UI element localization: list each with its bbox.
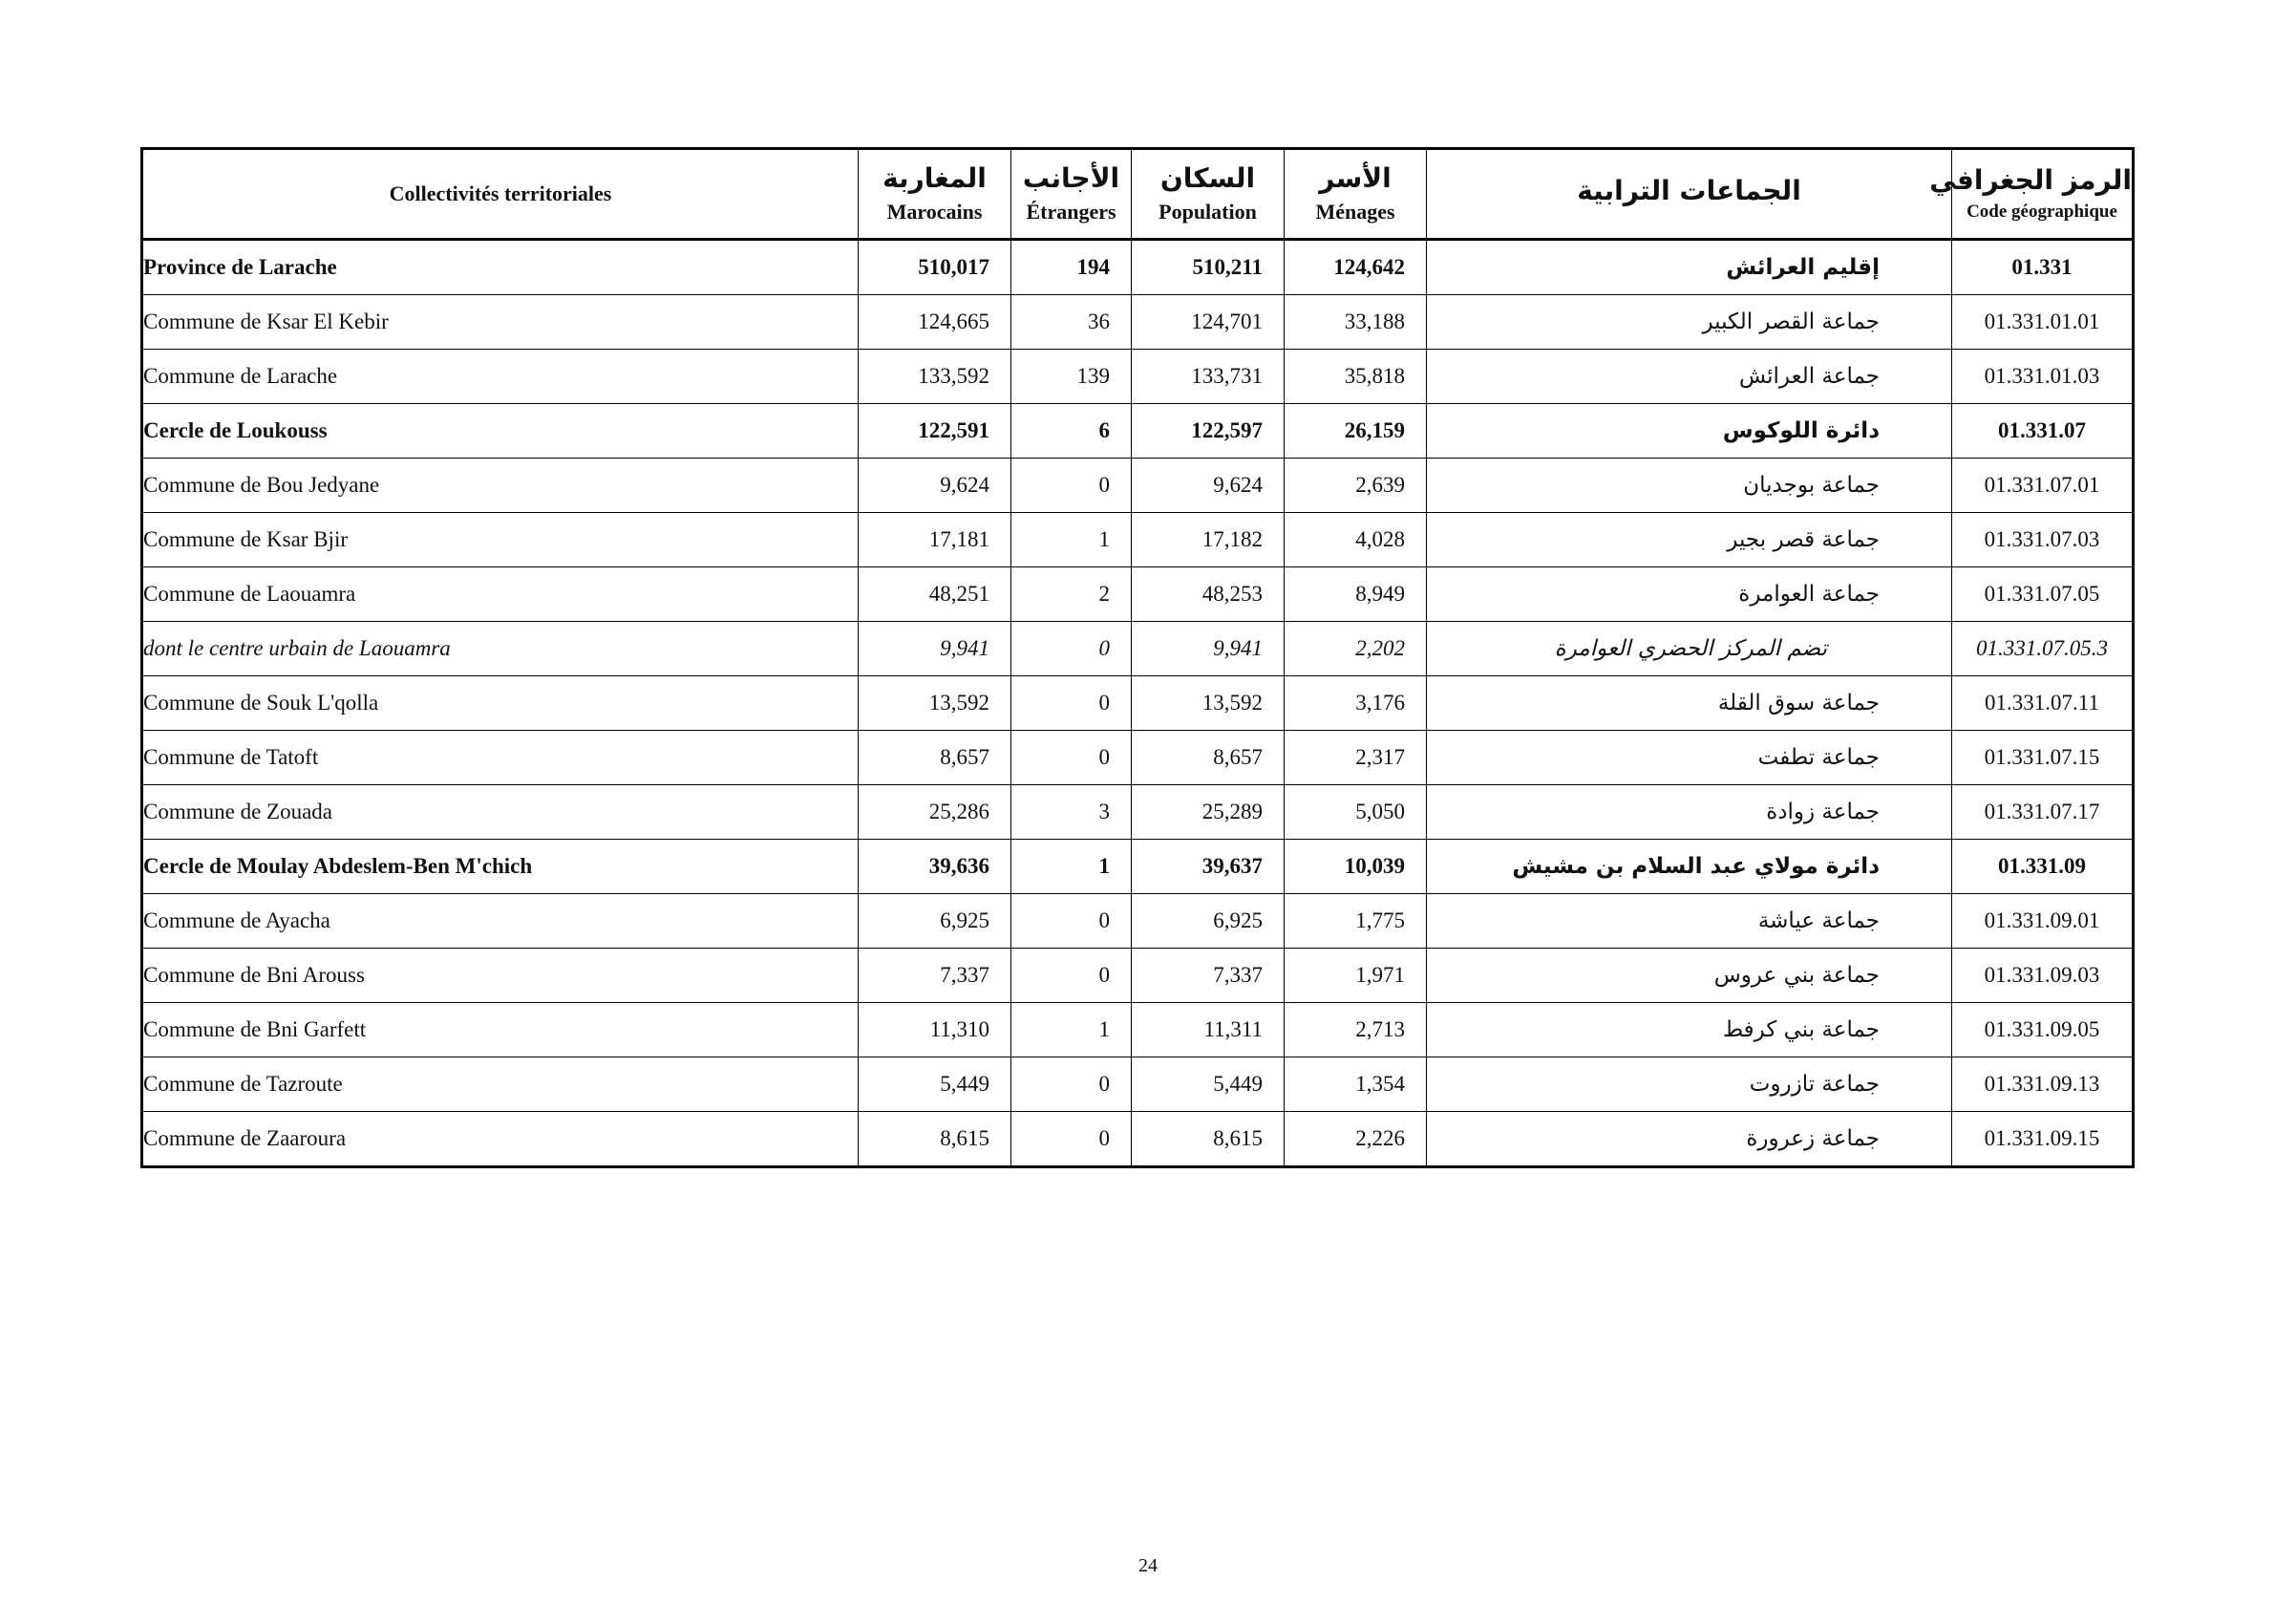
- table-row: [142, 840, 2134, 894]
- cell-etrangers: 1: [1011, 513, 1132, 567]
- cell-name-ar: جماعة زوادة: [1427, 785, 1952, 840]
- cell-name-ar: دائرة مولاي عبد السلام بن مشيش: [1427, 840, 1952, 894]
- cell-population: 48,253: [1132, 567, 1285, 622]
- cell-name-fr: Commune de Bni Arouss: [142, 949, 859, 1003]
- table-row: [142, 567, 2134, 622]
- cell-population: 8,657: [1132, 731, 1285, 785]
- header-arabic-name: [1427, 149, 1952, 240]
- census-table: [140, 147, 2135, 1168]
- cell-population: 25,289: [1132, 785, 1285, 840]
- cell-population: 124,701: [1132, 295, 1285, 350]
- cell-name-ar: جماعة تازروت: [1427, 1057, 1952, 1112]
- cell-code: 01.331.09.13: [1952, 1057, 2134, 1112]
- cell-marocains: 9,941: [859, 622, 1011, 676]
- cell-menages: 2,639: [1285, 459, 1427, 513]
- cell-name-ar: تضم المركز الحضري العوامرة: [1427, 622, 1952, 676]
- cell-etrangers: 139: [1011, 350, 1132, 404]
- cell-name-fr: Commune de Laouamra: [142, 567, 859, 622]
- cell-population: 17,182: [1132, 513, 1285, 567]
- cell-name-ar: جماعة زعرورة: [1427, 1112, 1952, 1167]
- cell-marocains: 7,337: [859, 949, 1011, 1003]
- table-row: [142, 894, 2134, 949]
- cell-population: 510,211: [1132, 240, 1285, 295]
- table-row: [142, 240, 2134, 295]
- table-row: [142, 622, 2134, 676]
- table-row: [142, 513, 2134, 567]
- cell-code: 01.331.07.11: [1952, 676, 2134, 731]
- cell-name-fr: dont le centre urbain de Laouamra: [142, 622, 859, 676]
- cell-name-fr: Province de Larache: [142, 240, 859, 295]
- cell-menages: 4,028: [1285, 513, 1427, 567]
- cell-etrangers: 0: [1011, 949, 1132, 1003]
- cell-name-ar: جماعة قصر بجير: [1427, 513, 1952, 567]
- cell-menages: 8,949: [1285, 567, 1427, 622]
- header-marocains-fr: Marocains: [886, 200, 983, 224]
- cell-marocains: 133,592: [859, 350, 1011, 404]
- header-population-ar: السكان: [1159, 162, 1256, 195]
- cell-code: 01.331.07.01: [1952, 459, 2134, 513]
- cell-menages: 3,176: [1285, 676, 1427, 731]
- cell-code: 01.331.07.03: [1952, 513, 2134, 567]
- cell-name-fr: Cercle de Loukouss: [142, 404, 859, 459]
- header-etrangers-fr: Étrangers: [1026, 200, 1116, 224]
- cell-code: 01.331.09.03: [1952, 949, 2134, 1003]
- cell-name-ar: جماعة بوجديان: [1427, 459, 1952, 513]
- cell-marocains: 122,591: [859, 404, 1011, 459]
- cell-code: 01.331.07.17: [1952, 785, 2134, 840]
- cell-name-fr: Commune de Souk L'qolla: [142, 676, 859, 731]
- cell-name-fr: Commune de Larache: [142, 350, 859, 404]
- cell-code: 01.331.09.15: [1952, 1112, 2134, 1167]
- header-menages-ar: الأسر: [1319, 162, 1392, 195]
- cell-etrangers: 6: [1011, 404, 1132, 459]
- cell-marocains: 9,624: [859, 459, 1011, 513]
- cell-marocains: 48,251: [859, 567, 1011, 622]
- cell-name-fr: Commune de Bou Jedyane: [142, 459, 859, 513]
- cell-menages: 124,642: [1285, 240, 1427, 295]
- cell-code: 01.331.09.01: [1952, 894, 2134, 949]
- cell-population: 39,637: [1132, 840, 1285, 894]
- cell-population: 8,615: [1132, 1112, 1285, 1167]
- header-menages-fr: Ménages: [1315, 200, 1395, 224]
- cell-name-ar: جماعة العوامرة: [1427, 567, 1952, 622]
- cell-marocains: 124,665: [859, 295, 1011, 350]
- table-row: [142, 676, 2134, 731]
- table-row: [142, 785, 2134, 840]
- header-etrangers: [1011, 149, 1132, 240]
- table-row: [142, 295, 2134, 350]
- cell-menages: 1,775: [1285, 894, 1427, 949]
- cell-menages: 1,971: [1285, 949, 1427, 1003]
- cell-marocains: 17,181: [859, 513, 1011, 567]
- cell-etrangers: 1: [1011, 1003, 1132, 1057]
- header-code-fr: Code géographique: [1966, 202, 2117, 223]
- cell-menages: 26,159: [1285, 404, 1427, 459]
- cell-menages: 1,354: [1285, 1057, 1427, 1112]
- table-row: [142, 949, 2134, 1003]
- cell-population: 133,731: [1132, 350, 1285, 404]
- cell-code: 01.331.07.05: [1952, 567, 2134, 622]
- cell-etrangers: 0: [1011, 731, 1132, 785]
- cell-population: 7,337: [1132, 949, 1285, 1003]
- table-row: [142, 459, 2134, 513]
- cell-name-fr: Cercle de Moulay Abdeslem-Ben M'chich: [142, 840, 859, 894]
- cell-code: 01.331.01.01: [1952, 295, 2134, 350]
- header-code-ar: الرمز الجغرافي: [1929, 163, 2132, 196]
- cell-code: 01.331.07.15: [1952, 731, 2134, 785]
- cell-name-ar: جماعة بني عروس: [1427, 949, 1952, 1003]
- cell-name-ar: جماعة القصر الكبير: [1427, 295, 1952, 350]
- cell-etrangers: 194: [1011, 240, 1132, 295]
- cell-etrangers: 0: [1011, 459, 1132, 513]
- table-row: [142, 350, 2134, 404]
- cell-name-fr: Commune de Tazroute: [142, 1057, 859, 1112]
- cell-menages: 33,188: [1285, 295, 1427, 350]
- table-row: [142, 1003, 2134, 1057]
- header-population-fr: Population: [1159, 200, 1257, 224]
- header-code: [1929, 149, 2134, 240]
- cell-etrangers: 0: [1011, 676, 1132, 731]
- page-number: 24: [1138, 1555, 1158, 1576]
- cell-population: 9,941: [1132, 622, 1285, 676]
- cell-menages: 2,226: [1285, 1112, 1427, 1167]
- header-row: [142, 149, 2134, 240]
- cell-population: 122,597: [1132, 404, 1285, 459]
- cell-name-fr: Commune de Tatoft: [142, 731, 859, 785]
- table-row: [142, 731, 2134, 785]
- cell-marocains: 510,017: [859, 240, 1011, 295]
- cell-etrangers: 0: [1011, 894, 1132, 949]
- cell-population: 13,592: [1132, 676, 1285, 731]
- cell-name-fr: Commune de Zouada: [142, 785, 859, 840]
- cell-menages: 2,713: [1285, 1003, 1427, 1057]
- cell-marocains: 8,615: [859, 1112, 1011, 1167]
- table-body: [142, 240, 2134, 1167]
- cell-menages: 10,039: [1285, 840, 1427, 894]
- cell-name-ar: دائرة اللوكوس: [1427, 404, 1952, 459]
- cell-population: 6,925: [1132, 894, 1285, 949]
- cell-name-fr: Commune de Ayacha: [142, 894, 859, 949]
- cell-population: 11,311: [1132, 1003, 1285, 1057]
- cell-name-fr: Commune de Ksar Bjir: [142, 513, 859, 567]
- header-menages: [1285, 149, 1427, 240]
- header-arabic-name-label: الجماعات الترابية: [1577, 174, 1801, 206]
- cell-code: 01.331.07.05.3: [1952, 622, 2134, 676]
- cell-name-ar: جماعة بني كرفط: [1427, 1003, 1952, 1057]
- cell-name-ar: جماعة تطفت: [1427, 731, 1952, 785]
- table-row: [142, 404, 2134, 459]
- cell-name-fr: Commune de Bni Garfett: [142, 1003, 859, 1057]
- cell-code: 01.331: [1952, 240, 2134, 295]
- cell-name-ar: إقليم العرائش: [1427, 240, 1952, 295]
- cell-menages: 2,317: [1285, 731, 1427, 785]
- cell-code: 01.331.07: [1952, 404, 2134, 459]
- header-collectivites-label: Collectivités territoriales: [389, 182, 612, 206]
- cell-name-ar: جماعة العرائش: [1427, 350, 1952, 404]
- header-marocains-ar: المغاربة: [882, 162, 987, 195]
- cell-etrangers: 1: [1011, 840, 1132, 894]
- cell-etrangers: 0: [1011, 1112, 1132, 1167]
- cell-code: 01.331.09.05: [1952, 1003, 2134, 1057]
- cell-marocains: 39,636: [859, 840, 1011, 894]
- cell-menages: 35,818: [1285, 350, 1427, 404]
- cell-code: 01.331.09: [1952, 840, 2134, 894]
- cell-population: 9,624: [1132, 459, 1285, 513]
- cell-marocains: 11,310: [859, 1003, 1011, 1057]
- cell-marocains: 25,286: [859, 785, 1011, 840]
- cell-code: 01.331.01.03: [1952, 350, 2134, 404]
- cell-marocains: 6,925: [859, 894, 1011, 949]
- header-collectivites: [142, 149, 859, 240]
- table-row: [142, 1057, 2134, 1112]
- cell-marocains: 8,657: [859, 731, 1011, 785]
- cell-marocains: 5,449: [859, 1057, 1011, 1112]
- header-marocains: [859, 149, 1011, 240]
- cell-marocains: 13,592: [859, 676, 1011, 731]
- cell-name-fr: Commune de Ksar El Kebir: [142, 295, 859, 350]
- table-row: [142, 1112, 2134, 1167]
- cell-etrangers: 3: [1011, 785, 1132, 840]
- cell-name-ar: جماعة سوق القلة: [1427, 676, 1952, 731]
- cell-population: 5,449: [1132, 1057, 1285, 1112]
- header-etrangers-ar: الأجانب: [1022, 162, 1120, 195]
- cell-menages: 2,202: [1285, 622, 1427, 676]
- cell-etrangers: 0: [1011, 1057, 1132, 1112]
- header-population: [1132, 149, 1285, 240]
- cell-etrangers: 2: [1011, 567, 1132, 622]
- cell-name-ar: جماعة عياشة: [1427, 894, 1952, 949]
- cell-menages: 5,050: [1285, 785, 1427, 840]
- cell-etrangers: 0: [1011, 622, 1132, 676]
- cell-name-fr: Commune de Zaaroura: [142, 1112, 859, 1167]
- cell-etrangers: 36: [1011, 295, 1132, 350]
